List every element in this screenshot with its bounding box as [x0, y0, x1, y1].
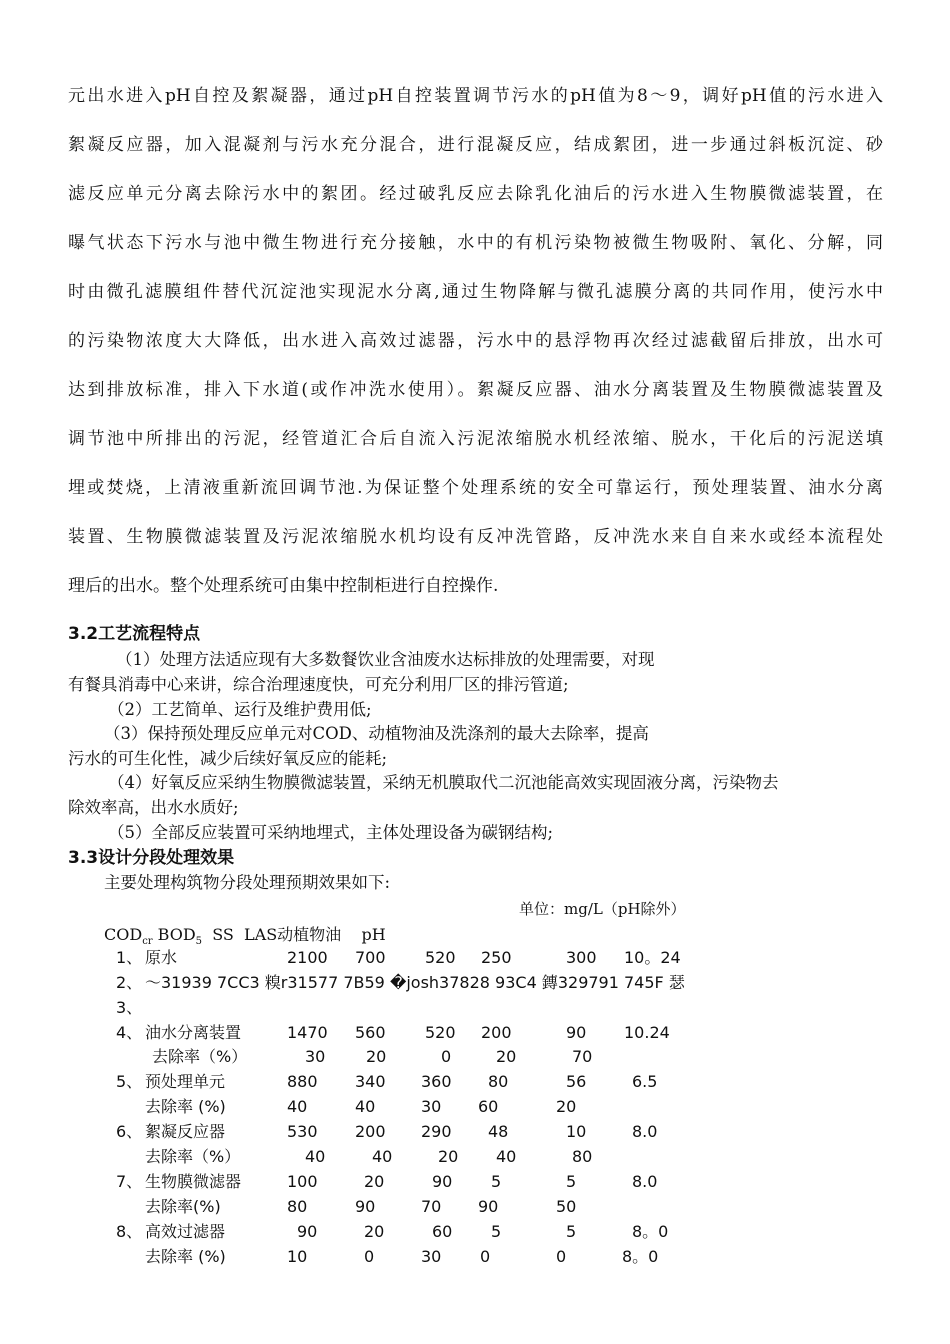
table-cell: 520	[425, 948, 456, 967]
table-cell: 8。0	[622, 1247, 659, 1266]
table-cell: 20	[556, 1097, 577, 1116]
feature-line: （1）处理方法适应现有大多数餐饮业含油废水达标排放的处理需要，对现	[116, 650, 655, 669]
table-cell: 90	[478, 1197, 499, 1216]
row-label: 油水分离装置	[145, 1023, 242, 1042]
table-cell: 700	[355, 948, 386, 967]
paragraph-line: 的污染物浓度大大降低，出水进入高效过滤器，污水中的悬浮物再次经过滤截留后排放，出水可	[68, 331, 883, 351]
paragraph-line: 理后的出水。整个处理系统可由集中控制柜进行自控操作.	[68, 576, 499, 596]
table-cell: 200	[481, 1023, 512, 1042]
table-cell: 0	[480, 1247, 491, 1266]
table-cell: 50	[556, 1197, 577, 1216]
table-cell: 20	[496, 1047, 517, 1066]
table-cell: 1470	[287, 1023, 328, 1042]
row-label: 去除率 (%)	[145, 1097, 226, 1116]
table-cell: 6.5	[632, 1072, 658, 1091]
table-cell: 30	[305, 1047, 326, 1066]
row-label: 去除率（%）	[145, 1147, 241, 1166]
feature-line: （5）全部反应装置可采纳地埋式，主体处理设备为碳钢结构;	[108, 823, 554, 842]
table-cell: 5	[491, 1222, 502, 1241]
row-label: 去除率(%)	[145, 1197, 221, 1216]
row-number: 5、	[116, 1072, 143, 1091]
table-cell: 30	[421, 1097, 442, 1116]
table-cell: 60	[478, 1097, 499, 1116]
row-label: 去除率（%）	[152, 1047, 248, 1066]
table-cell: 0	[556, 1247, 567, 1266]
table-cell: 10。24	[624, 948, 681, 967]
feature-line: （3）保持预处理反应单元对COD、动植物油及洗涤剂的最大去除率，提高	[104, 724, 649, 743]
table-cell: 5	[566, 1172, 577, 1191]
paragraph-line: 时由微孔滤膜组件替代沉淀池实现泥水分离,通过生物降解与微孔滤膜分离的共同作用，使污水中	[68, 282, 883, 302]
row-label: 原水	[145, 948, 178, 967]
table-cell: 360	[421, 1072, 452, 1091]
row-label: 预处理单元	[145, 1072, 226, 1091]
table-cell: 80	[287, 1197, 308, 1216]
table-row	[0, 971, 950, 995]
table-header: $COD_{cr}$ $BOD_5$ SS LAS动植物油 pH	[104, 925, 386, 948]
table-row	[0, 1220, 950, 1244]
section-heading-3-3: 3.3设计分段处理效果	[68, 848, 235, 868]
row-number: 3、	[116, 998, 143, 1017]
table-cell: 300	[566, 948, 597, 967]
table-row	[0, 996, 950, 1020]
table-cell: 40	[496, 1147, 517, 1166]
table-cell: 250	[481, 948, 512, 967]
paragraph-line: 装置、生物膜微滤装置及污泥浓缩脱水机均设有反冲洗管路，反冲洗水来自自来水或经本流程处	[68, 527, 883, 547]
table-cell: 8.0	[632, 1172, 658, 1191]
table-cell: 90	[297, 1222, 318, 1241]
table-cell: 340	[355, 1072, 386, 1091]
table-cell: 8。0	[632, 1222, 669, 1241]
table-row	[0, 1095, 950, 1119]
table-row	[0, 1145, 950, 1169]
row-number: 2、	[116, 973, 143, 992]
table-cell: 200	[355, 1122, 386, 1141]
table-cell: 20	[364, 1172, 385, 1191]
table-row	[0, 1195, 950, 1219]
table-cell: 20	[364, 1222, 385, 1241]
table-cell: 100	[287, 1172, 318, 1191]
row-number: 6、	[116, 1122, 143, 1141]
table-row	[0, 1021, 950, 1045]
paragraph-line: 絮凝反应器，加入混凝剂与污水充分混合，进行混凝反应，结成絮团，进一步通过斜板沉淀、砂	[68, 135, 883, 155]
feature-line: 除效率高，出水水质好;	[68, 798, 239, 817]
feature-line: 污水的可生化性，减少后续好氧反应的能耗;	[68, 749, 388, 768]
paragraph-line: 滤反应单元分离去除污水中的絮团。经过破乳反应去除乳化油后的污水进入生物膜微滤装置，在	[68, 184, 883, 204]
paragraph-line: 达到排放标准，排入下水道(或作冲洗水使用）。絮凝反应器、油水分离装置及生物膜微滤装置及	[68, 380, 883, 400]
table-cell: 70	[572, 1047, 593, 1066]
table-cell: 520	[425, 1023, 456, 1042]
table-cell: 40	[287, 1097, 308, 1116]
table-cell: 880	[287, 1072, 318, 1091]
garbled-text: ～31939 7CC3 糗r31577 7B59 �josh37828 93C4 鏄329791 745F 瑟	[145, 973, 685, 992]
feature-line: （4）好氧反应采纳生物膜微滤装置，采纳无机膜取代二沉池能高效实现固液分离，污染物去	[108, 773, 779, 792]
paragraph-line: 埋或焚烧，上清液重新流回调节池.为保证整个处理系统的安全可靠运行，预处理装置、油水分离	[68, 478, 883, 498]
table-row	[0, 1045, 950, 1069]
feature-line: 有餐具消毒中心来讲，综合治理速度快，可充分利用厂区的排污管道;	[68, 675, 569, 694]
table-cell: 40	[305, 1147, 326, 1166]
table-cell: 2100	[287, 948, 328, 967]
paragraph-line: 曝气状态下污水与池中微生物进行充分接触，水中的有机污染物被微生物吸附、氧化、分解，同	[68, 233, 883, 253]
table-cell: 530	[287, 1122, 318, 1141]
paragraph-line: 元出水进入pH自控及絮凝器，通过pH自控装置调节污水的pH值为8～9，调好pH值的污水进入	[68, 86, 883, 106]
table-cell: 70	[421, 1197, 442, 1216]
table-cell: 30	[421, 1247, 442, 1266]
table-cell: 60	[432, 1222, 453, 1241]
table-row	[0, 1170, 950, 1194]
table-cell: 5	[566, 1222, 577, 1241]
row-number: 1、	[116, 948, 143, 967]
row-number: 8、	[116, 1222, 143, 1241]
table-cell: 80	[572, 1147, 593, 1166]
table-cell: 48	[488, 1122, 509, 1141]
table-cell: 8.0	[632, 1122, 658, 1141]
table-cell: 40	[372, 1147, 393, 1166]
table-cell: 20	[438, 1147, 459, 1166]
row-number: 4、	[116, 1023, 143, 1042]
table-cell: 10	[287, 1247, 308, 1266]
table-cell: 0	[441, 1047, 452, 1066]
row-label: 去除率 (%)	[145, 1247, 226, 1266]
table-cell: 56	[566, 1072, 587, 1091]
table-cell: 90	[355, 1197, 376, 1216]
table-cell: 560	[355, 1023, 386, 1042]
table-row	[0, 1245, 950, 1269]
table-cell: 10.24	[624, 1023, 670, 1042]
table-cell: 5	[491, 1172, 502, 1191]
table-cell: 90	[566, 1023, 587, 1042]
table-cell: 40	[355, 1097, 376, 1116]
row-label: 絮凝反应器	[145, 1122, 226, 1141]
process-description-paragraph	[68, 72, 883, 611]
table-cell: 90	[432, 1172, 453, 1191]
row-label: 高效过滤器	[145, 1222, 226, 1241]
table-cell: 20	[366, 1047, 387, 1066]
unit-note: 单位：mg/L（pH除外）	[519, 900, 686, 918]
table-cell: 10	[566, 1122, 587, 1141]
table-cell: 80	[488, 1072, 509, 1091]
row-label: 生物膜微滤器	[145, 1172, 242, 1191]
feature-line: （2）工艺简单、运行及维护费用低;	[108, 700, 372, 719]
section-heading-3-2: 3.2工艺流程特点	[68, 624, 201, 644]
table-row	[0, 1120, 950, 1144]
section-intro: 主要处理构筑物分段处理预期效果如下:	[104, 873, 391, 892]
row-number: 7、	[116, 1172, 143, 1191]
table-cell: 290	[421, 1122, 452, 1141]
table-cell: 0	[364, 1247, 375, 1266]
table-row	[0, 1070, 950, 1094]
paragraph-line: 调节池中所排出的污泥，经管道汇合后自流入污泥浓缩脱水机经浓缩、脱水，干化后的污泥送填	[68, 429, 883, 449]
table-row	[0, 946, 950, 970]
